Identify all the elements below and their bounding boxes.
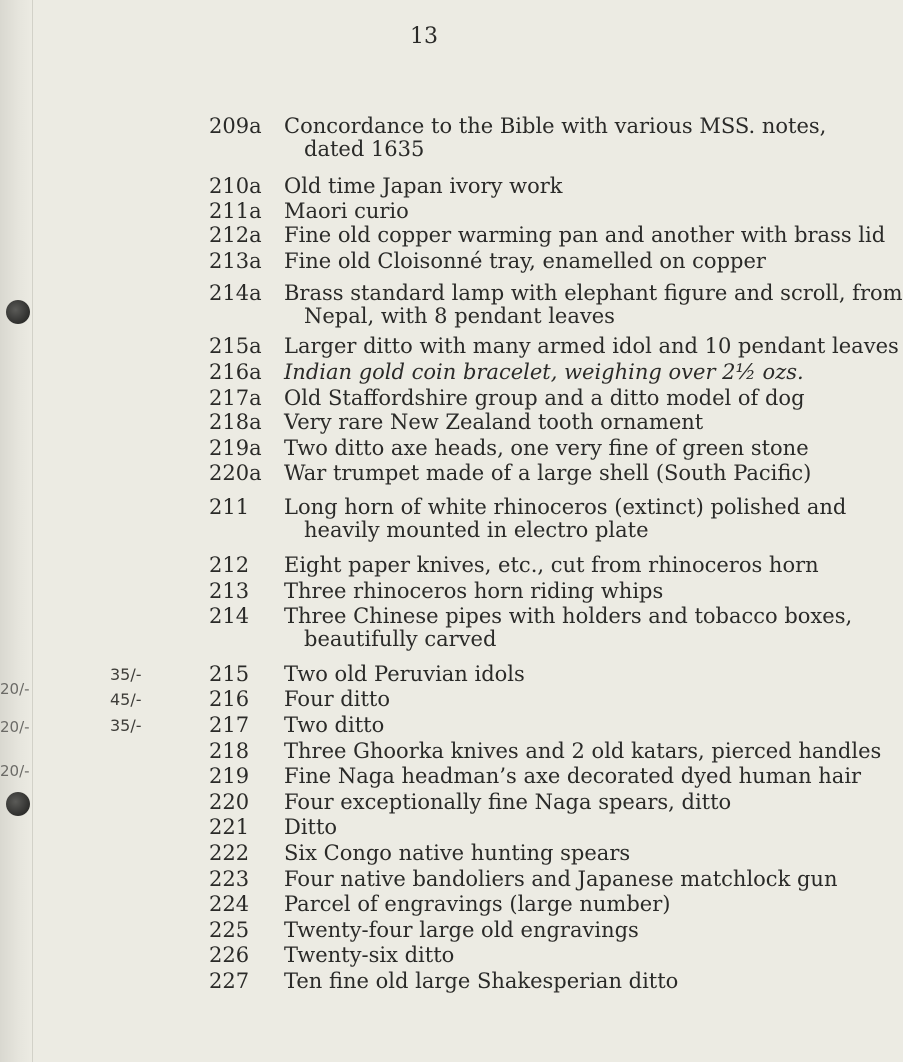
lot-description-line: Parcel of engravings (large number) bbox=[284, 892, 671, 916]
lot-description bbox=[284, 842, 784, 865]
lot-number: 219 bbox=[209, 764, 250, 788]
lot-description-line: Four native bandoliers and Japanese matchlock gun bbox=[284, 867, 838, 891]
lot-description bbox=[284, 495, 847, 542]
lot-number: 217 bbox=[209, 713, 250, 737]
lot-number: 211 bbox=[209, 495, 250, 519]
lot-description bbox=[284, 604, 853, 651]
lot-number: 213 bbox=[209, 579, 250, 603]
lot-description bbox=[284, 436, 809, 460]
lot-number: 219a bbox=[209, 436, 262, 460]
lot-number: 210a bbox=[209, 174, 262, 198]
lot-description-line: Twenty-four large old engravings bbox=[284, 918, 639, 942]
margin-note: 20/- bbox=[0, 718, 30, 736]
lot-number: 211a bbox=[209, 199, 262, 223]
lot-description-line: Three Ghoorka knives and 2 old katars, pierced handles bbox=[284, 739, 882, 763]
lot-description-line: Old time Japan ivory work bbox=[284, 174, 563, 198]
lot-description bbox=[284, 386, 805, 410]
lot-number: 223 bbox=[209, 867, 250, 891]
lot-description-line: Fine old copper warming pan and another with brass lid bbox=[284, 223, 886, 247]
lot-description-continuation: Nepal, with 8 pendant leaves bbox=[304, 304, 615, 328]
lot-number: 212a bbox=[209, 223, 262, 247]
lot-description-line: Four ditto bbox=[284, 687, 390, 711]
lot-description-line: Ditto bbox=[284, 815, 338, 839]
lot-description-continuation: dated 1635 bbox=[304, 137, 425, 161]
lot-description bbox=[284, 739, 882, 763]
lot-description bbox=[284, 200, 784, 223]
lot-number: 220a bbox=[209, 461, 262, 485]
handwritten-price-annotation: 45/- bbox=[110, 690, 142, 709]
lot-description-line: Long horn of white rhinoceros (extinct) polished and bbox=[284, 495, 847, 519]
lot-description-line: Very rare New Zealand tooth ornament bbox=[284, 410, 704, 434]
handwritten-price-annotation: 35/- bbox=[110, 665, 142, 684]
lot-description bbox=[284, 461, 812, 485]
lot-number: 214 bbox=[209, 604, 250, 628]
lot-description-line: Indian gold coin bracelet, weighing over 2½ ozs. bbox=[284, 360, 804, 384]
lot-number: 226 bbox=[209, 943, 250, 967]
lot-number: 218a bbox=[209, 410, 262, 434]
lot-description-line: Ten fine old large Shakesperian ditto bbox=[284, 969, 679, 993]
lot-number: 221 bbox=[209, 815, 250, 839]
lot-description-line: War trumpet made of a large shell (South Pacific) bbox=[284, 461, 812, 485]
lot-number: 213a bbox=[209, 249, 262, 273]
lot-description bbox=[284, 714, 784, 737]
lot-description-line: Four exceptionally fine Naga spears, ditto bbox=[284, 790, 732, 814]
lot-description bbox=[284, 553, 819, 577]
lot-description-line: Six Congo native hunting spears bbox=[284, 841, 631, 865]
lot-number: 222 bbox=[209, 841, 250, 865]
lot-description bbox=[284, 250, 784, 273]
margin-note: 20/- bbox=[0, 762, 30, 780]
lot-description bbox=[284, 114, 827, 161]
lot-description-line: Three rhinoceros horn riding whips bbox=[284, 579, 664, 603]
lot-number: 209a bbox=[209, 114, 262, 138]
lot-number: 216a bbox=[209, 360, 262, 384]
lot-description-line: Concordance to the Bible with various MSS. notes, bbox=[284, 114, 827, 138]
lot-description bbox=[284, 360, 804, 384]
lot-description bbox=[284, 791, 784, 814]
lot-description-continuation: beautifully carved bbox=[304, 627, 497, 651]
lot-number: 212 bbox=[209, 553, 250, 577]
lot-description bbox=[284, 663, 784, 686]
lot-description bbox=[284, 223, 886, 247]
handwritten-price-annotation: 35/- bbox=[110, 716, 142, 735]
lot-description bbox=[284, 688, 784, 711]
lot-description-line: Old Staffordshire group and a ditto model of dog bbox=[284, 386, 805, 410]
lot-number: 220 bbox=[209, 790, 250, 814]
lot-number: 224 bbox=[209, 892, 250, 916]
page-number: 13 bbox=[410, 24, 438, 49]
lot-number: 215 bbox=[209, 662, 250, 686]
lot-number: 214a bbox=[209, 281, 262, 305]
lot-number: 225 bbox=[209, 918, 250, 942]
lot-description bbox=[284, 411, 784, 434]
lot-description-line: Twenty-six ditto bbox=[284, 943, 455, 967]
lot-description bbox=[284, 580, 784, 603]
lot-description bbox=[284, 893, 784, 916]
lot-description-continuation: heavily mounted in electro plate bbox=[304, 518, 649, 542]
lot-description-line: Two old Peruvian idols bbox=[284, 662, 525, 686]
lot-number: 217a bbox=[209, 386, 262, 410]
lot-description-line: Fine Naga headman’s axe decorated dyed human hair bbox=[284, 764, 862, 788]
lot-description-line: Maori curio bbox=[284, 199, 409, 223]
lot-description-line: Brass standard lamp with elephant figure and scroll, from bbox=[284, 281, 903, 305]
lot-description-line: Two ditto axe heads, one very fine of green stone bbox=[284, 436, 809, 460]
lot-number: 216 bbox=[209, 687, 250, 711]
lot-description-line: Three Chinese pipes with holders and tobacco boxes, bbox=[284, 604, 853, 628]
lot-number: 227 bbox=[209, 969, 250, 993]
lot-description bbox=[284, 334, 899, 358]
lot-description bbox=[284, 816, 784, 839]
lot-description bbox=[284, 281, 903, 328]
lot-description bbox=[284, 764, 862, 788]
lot-description bbox=[284, 867, 838, 891]
lot-number: 215a bbox=[209, 334, 262, 358]
lot-description bbox=[284, 944, 784, 967]
lot-description-line: Two ditto bbox=[284, 713, 385, 737]
lot-description-line: Fine old Cloisonné tray, enamelled on copper bbox=[284, 249, 766, 273]
lot-description bbox=[284, 970, 784, 993]
lot-description-line: Eight paper knives, etc., cut from rhinoceros horn bbox=[284, 553, 819, 577]
lot-description bbox=[284, 175, 784, 198]
lot-description-line: Larger ditto with many armed idol and 10 pendant leaves bbox=[284, 334, 899, 358]
margin-note: 20/- bbox=[0, 680, 30, 698]
lot-number: 218 bbox=[209, 739, 250, 763]
lot-description bbox=[284, 919, 784, 942]
